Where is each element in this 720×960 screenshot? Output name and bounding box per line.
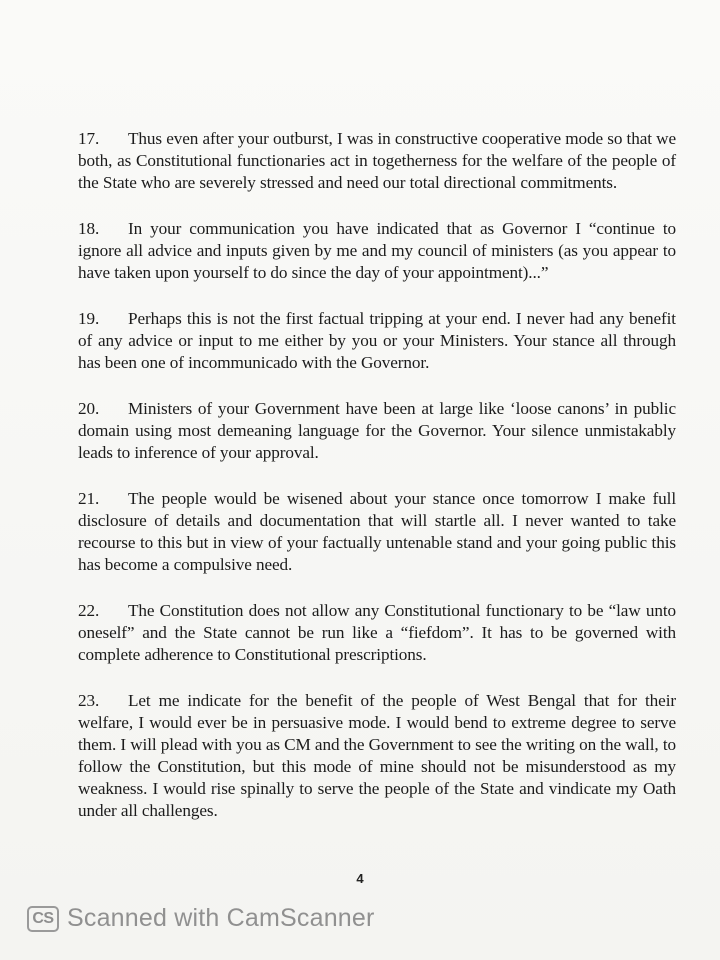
paragraph-text: The Constitution does not allow any Constitutional functionary to be “law unto oneself” and the State cannot be run like a “fiefdom”. It has to be governed with complete adherence to Constitutional prescriptions. [78, 601, 676, 664]
paragraph-number: 18. [78, 219, 100, 238]
paragraph-19 [78, 308, 676, 374]
letter-body [78, 128, 676, 846]
paragraph-text: Thus even after your outburst, I was in constructive cooperative mode so that we both, as Constitutional functionaries act in togetherness for the welfare of the people of the State who are severely stressed and need our total directional commitments. [78, 129, 676, 192]
page-number: 4 [356, 871, 364, 886]
paragraph-number: 20. [78, 399, 100, 418]
paragraph-text: Let me indicate for the benefit of the people of West Bengal that for their welfare, I would ever be in persuasive mode. I would bend to extreme degree to serve them. I will plead with you as CM and the Government to see the writing on the wall, to follow the Constitution, but this mode of mine should not be misunderstood as my weakness. I would rise spinally to serve the people of the State and vindicate my Oath under all challenges. [78, 691, 676, 820]
paragraph-text: The people would be wisened about your stance once tomorrow I make full disclosure of details and documentation that will startle all. I never wanted to take recourse to this but in view of your factually untenable stand and your going public this has become a compulsive need. [78, 489, 676, 574]
paragraph-text: In your communication you have indicated that as Governor I “continue to ignore all advice and inputs given by me and my council of ministers (as you appear to have taken upon yourself to do since the day of your appointment)...” [78, 219, 676, 282]
camscanner-logo-icon: CS [27, 906, 59, 932]
paragraph-number: 22. [78, 601, 100, 620]
paragraph-text: Ministers of your Government have been at large like ‘loose canons’ in public domain using most demeaning language for the Governor. Your silence unmistakably leads to inference of your approval. [78, 399, 676, 462]
paragraph-text: Perhaps this is not the first factual tripping at your end. I never had any benefit of any advice or input to me either by you or your Ministers. Your stance all through has been one of incommunicado with the Governor. [78, 309, 676, 372]
camscanner-watermark [27, 904, 375, 933]
paragraph-21 [78, 488, 676, 576]
paragraph-number: 23. [78, 691, 100, 710]
paragraph-22 [78, 600, 676, 666]
paragraph-18 [78, 218, 676, 284]
paragraph-number: 17. [78, 129, 100, 148]
watermark-text: Scanned with CamScanner [67, 904, 375, 932]
paragraph-number: 19. [78, 309, 100, 328]
paragraph-20 [78, 398, 676, 464]
paragraph-23 [78, 690, 676, 822]
paragraph-number: 21. [78, 489, 100, 508]
paragraph-17 [78, 128, 676, 194]
